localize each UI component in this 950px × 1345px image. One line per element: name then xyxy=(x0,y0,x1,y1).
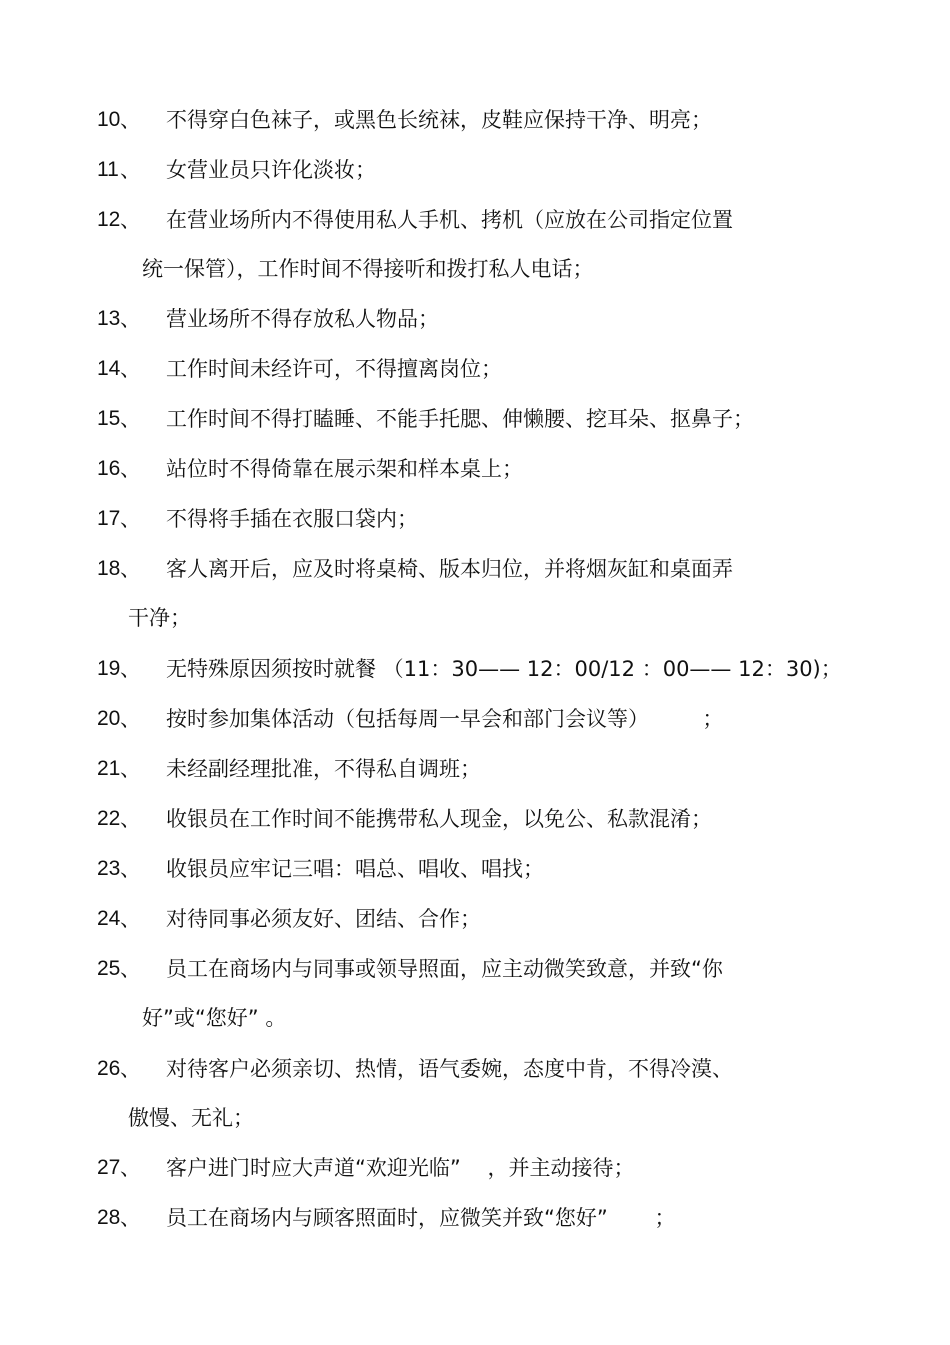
item-text: 女营业员只许化淡妆； xyxy=(166,158,376,182)
item-text: 员工在商场内与同事或领导照面，应主动微笑致意，并致“你 xyxy=(166,957,723,981)
item-text: 客人离开后，应及时将桌椅、版本归位，并将烟灰缸和桌面弄 xyxy=(166,557,733,581)
item-separator: 、 xyxy=(120,907,141,931)
item-number: 20 xyxy=(97,707,121,730)
item-text: 对待客户必须亲切、热情，语气委婉，态度中肯，不得冷漠、 xyxy=(166,1057,733,1081)
item-text: 工作时间不得打瞌睡、不能手托腮、伸懒腰、挖耳朵、抠鼻子； xyxy=(166,407,754,431)
item-separator: 、 xyxy=(120,807,141,831)
item-separator: 、 xyxy=(120,707,141,731)
item-text: 员工在商场内与顾客照面时，应微笑并致“您好” ； xyxy=(166,1206,676,1230)
item-separator: 、 xyxy=(120,557,141,581)
item-number: 14 xyxy=(97,357,121,380)
item-number: 18 xyxy=(97,557,121,580)
item-separator: 、 xyxy=(120,1057,141,1081)
item-separator: 、 xyxy=(120,457,141,481)
item-number: 16 xyxy=(97,457,121,480)
item-text: 站位时不得倚靠在展示架和样本桌上； xyxy=(166,457,523,481)
item-text: 不得穿白色袜子，或黑色长统袜，皮鞋应保持干净、明亮； xyxy=(166,108,712,132)
item-number: 26 xyxy=(97,1057,121,1080)
item-separator: 、 xyxy=(120,1206,141,1230)
item-separator: 、 xyxy=(120,757,141,781)
item-text: 在营业场所内不得使用私人手机、拷机（应放在公司指定位置 xyxy=(166,208,733,232)
item-number: 13 xyxy=(97,307,121,330)
item-text-continuation: 统一保管），工作时间不得接听和拨打私人电话； xyxy=(142,257,594,281)
item-separator: 、 xyxy=(120,208,141,232)
item-text: 营业场所不得存放私人物品； xyxy=(166,307,439,331)
item-separator: 、 xyxy=(120,307,141,331)
item-separator: 、 xyxy=(120,158,141,182)
item-text: 工作时间未经许可，不得擅离岗位； xyxy=(166,357,502,381)
item-text: 按时参加集体活动（包括每周一早会和部门会议等） ； xyxy=(166,707,724,731)
item-text: 客户进门时应大声道“欢迎光临” ，并主动接待； xyxy=(166,1156,635,1180)
item-number: 10 xyxy=(97,108,121,131)
item-separator: 、 xyxy=(120,407,141,431)
item-text-continuation: 好”或“您好” 。 xyxy=(142,1006,287,1030)
item-number: 27 xyxy=(97,1156,121,1179)
item-text-continuation: 干净； xyxy=(128,606,191,630)
item-number: 15 xyxy=(97,407,121,430)
item-number: 25 xyxy=(97,957,121,980)
item-number: 19 xyxy=(97,657,121,680)
item-separator: 、 xyxy=(120,108,141,132)
item-separator: 、 xyxy=(120,1156,141,1180)
item-number: 23 xyxy=(97,857,121,880)
item-text: 收银员在工作时间不能携带私人现金，以免公、私款混淆； xyxy=(166,807,712,831)
item-text: 对待同事必须友好、团结、合作； xyxy=(166,907,481,931)
item-number: 28 xyxy=(97,1206,121,1229)
item-number: 24 xyxy=(97,907,121,930)
item-number: 22 xyxy=(97,807,121,830)
item-separator: 、 xyxy=(120,957,141,981)
item-number: 21 xyxy=(97,757,121,780)
item-separator: 、 xyxy=(120,657,141,681)
item-separator: 、 xyxy=(120,357,141,381)
item-separator: 、 xyxy=(120,507,141,531)
item-text: 不得将手插在衣服口袋内； xyxy=(166,507,418,531)
item-text: 无特殊原因须按时就餐 （11：30—— 12：00/12 ：00—— 12：30)； xyxy=(166,657,842,681)
item-text: 未经副经理批准，不得私自调班； xyxy=(166,757,481,781)
item-number: 11 xyxy=(97,158,119,181)
item-text: 收银员应牢记三唱：唱总、唱收、唱找； xyxy=(166,857,544,881)
item-number: 17 xyxy=(97,507,121,530)
item-number: 12 xyxy=(97,208,121,231)
item-text-continuation: 傲慢、无礼； xyxy=(128,1106,254,1130)
item-separator: 、 xyxy=(120,857,141,881)
